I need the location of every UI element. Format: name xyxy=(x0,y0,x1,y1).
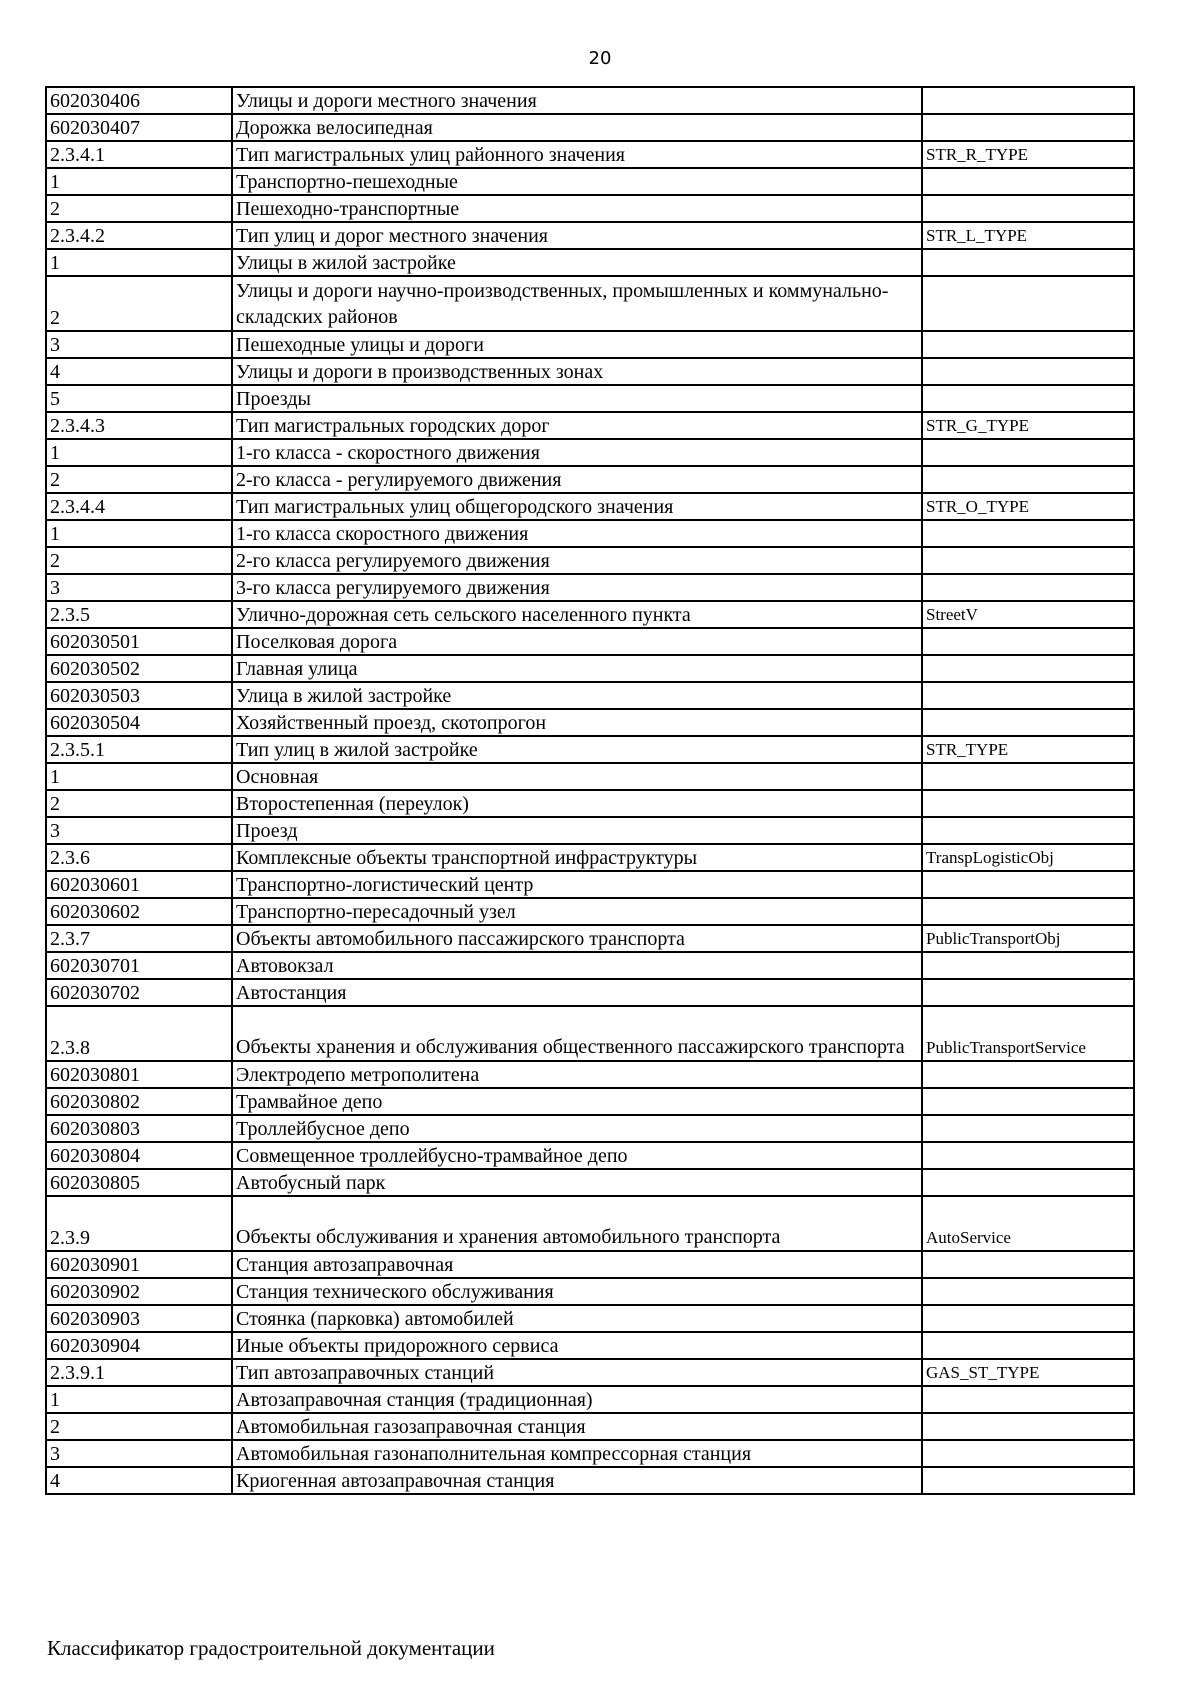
table-row xyxy=(46,1467,1134,1494)
table-row xyxy=(46,493,1134,520)
name-cell: Тип магистральных улиц районного значения xyxy=(232,141,922,168)
code-cell: 602030407 xyxy=(46,114,232,141)
code-cell: 2.3.4.3 xyxy=(46,412,232,439)
table-row xyxy=(46,601,1134,628)
field-cell xyxy=(922,439,1134,466)
field-cell: GAS_ST_TYPE xyxy=(922,1359,1134,1386)
table-row xyxy=(46,1305,1134,1332)
code-cell: 2.3.5.1 xyxy=(46,736,232,763)
name-cell: Проезд xyxy=(232,817,922,844)
table-row xyxy=(46,844,1134,871)
name-cell: Улицы и дороги в производственных зонах xyxy=(232,358,922,385)
field-cell: AutoService xyxy=(922,1196,1134,1251)
code-cell: 2.3.7 xyxy=(46,925,232,952)
field-cell xyxy=(922,520,1134,547)
name-cell: Объекты обслуживания и хранения автомобильного транспорта xyxy=(232,1196,922,1251)
name-cell: Транспортно-пересадочный узел xyxy=(232,898,922,925)
code-cell: 602030601 xyxy=(46,871,232,898)
code-cell: 602030702 xyxy=(46,979,232,1006)
code-cell: 1 xyxy=(46,1386,232,1413)
code-cell: 2 xyxy=(46,547,232,574)
name-cell: 3-го класса регулируемого движения xyxy=(232,574,922,601)
code-cell: 602030901 xyxy=(46,1251,232,1278)
field-cell: StreetV xyxy=(922,601,1134,628)
code-cell: 4 xyxy=(46,358,232,385)
name-cell: Тип автозаправочных станций xyxy=(232,1359,922,1386)
name-cell: 1-го класса - скоростного движения xyxy=(232,439,922,466)
name-cell: Дорожка велосипедная xyxy=(232,114,922,141)
table-row xyxy=(46,195,1134,222)
field-cell xyxy=(922,195,1134,222)
field-cell xyxy=(922,790,1134,817)
name-cell: Улицы в жилой застройке xyxy=(232,249,922,276)
code-cell: 2.3.4.1 xyxy=(46,141,232,168)
name-cell: Автомобильная газонаполнительная компрессорная станция xyxy=(232,1440,922,1467)
field-cell xyxy=(922,168,1134,195)
code-cell: 1 xyxy=(46,439,232,466)
field-cell xyxy=(922,1088,1134,1115)
name-cell: Автомобильная газозаправочная станция xyxy=(232,1413,922,1440)
code-cell: 2.3.9 xyxy=(46,1196,232,1251)
table-row xyxy=(46,114,1134,141)
code-cell: 602030406 xyxy=(46,87,232,114)
field-cell: PublicTransportService xyxy=(922,1006,1134,1061)
table-row xyxy=(46,1359,1134,1386)
code-cell: 602030602 xyxy=(46,898,232,925)
table-row xyxy=(46,412,1134,439)
name-cell: Главная улица xyxy=(232,655,922,682)
field-cell xyxy=(922,1061,1134,1088)
field-cell xyxy=(922,1440,1134,1467)
table-row xyxy=(46,1088,1134,1115)
code-cell: 602030504 xyxy=(46,709,232,736)
field-cell: PublicTransportObj xyxy=(922,925,1134,952)
code-cell: 4 xyxy=(46,1467,232,1494)
code-cell: 602030802 xyxy=(46,1088,232,1115)
field-cell xyxy=(922,358,1134,385)
name-cell: 2-го класса - регулируемого движения xyxy=(232,466,922,493)
name-cell: Криогенная автозаправочная станция xyxy=(232,1467,922,1494)
table-row xyxy=(46,1440,1134,1467)
table-row xyxy=(46,1115,1134,1142)
field-cell xyxy=(922,466,1134,493)
field-cell xyxy=(922,547,1134,574)
field-cell xyxy=(922,114,1134,141)
field-cell xyxy=(922,655,1134,682)
code-cell: 2.3.4.4 xyxy=(46,493,232,520)
name-cell: Поселковая дорога xyxy=(232,628,922,655)
name-cell: Транспортно-пешеходные xyxy=(232,168,922,195)
table-row xyxy=(46,1413,1134,1440)
code-cell: 3 xyxy=(46,817,232,844)
code-cell: 602030803 xyxy=(46,1115,232,1142)
name-cell: Объекты автомобильного пассажирского транспорта xyxy=(232,925,922,952)
page-number: 20 xyxy=(588,48,612,69)
table-row xyxy=(46,1196,1134,1251)
code-cell: 2 xyxy=(46,276,232,331)
table-row xyxy=(46,141,1134,168)
field-cell xyxy=(922,871,1134,898)
table-row xyxy=(46,952,1134,979)
field-cell xyxy=(922,1413,1134,1440)
field-cell xyxy=(922,574,1134,601)
table-row xyxy=(46,574,1134,601)
table-row xyxy=(46,466,1134,493)
table-row xyxy=(46,276,1134,331)
field-cell xyxy=(922,1142,1134,1169)
name-cell: Объекты хранения и обслуживания общественного пассажирского транспорта xyxy=(232,1006,922,1061)
name-cell: Улично-дорожная сеть сельского населенного пункта xyxy=(232,601,922,628)
code-cell: 602030805 xyxy=(46,1169,232,1196)
name-cell: Станция технического обслуживания xyxy=(232,1278,922,1305)
name-cell: Улицы и дороги научно-производственных, промышленных и коммунально-складских районов xyxy=(232,276,922,331)
field-cell xyxy=(922,276,1134,331)
name-cell: Иные объекты придорожного сервиса xyxy=(232,1332,922,1359)
name-cell: Хозяйственный проезд, скотопрогон xyxy=(232,709,922,736)
name-cell: Автобусный парк xyxy=(232,1169,922,1196)
name-cell: Совмещенное троллейбусно-трамвайное депо xyxy=(232,1142,922,1169)
code-cell: 602030701 xyxy=(46,952,232,979)
code-cell: 1 xyxy=(46,763,232,790)
code-cell: 602030501 xyxy=(46,628,232,655)
name-cell: Тип магистральных улиц общегородского значения xyxy=(232,493,922,520)
name-cell: Улица в жилой застройке xyxy=(232,682,922,709)
page-footer: Классификатор градостроительной документации xyxy=(47,1636,495,1660)
table-row xyxy=(46,222,1134,249)
field-cell xyxy=(922,385,1134,412)
name-cell: Тип улиц и дорог местного значения xyxy=(232,222,922,249)
code-cell: 3 xyxy=(46,1440,232,1467)
field-cell: TranspLogisticObj xyxy=(922,844,1134,871)
field-cell: STR_O_TYPE xyxy=(922,493,1134,520)
name-cell: Комплексные объекты транспортной инфраструктуры xyxy=(232,844,922,871)
name-cell: Второстепенная (переулок) xyxy=(232,790,922,817)
table-row xyxy=(46,736,1134,763)
code-cell: 2.3.6 xyxy=(46,844,232,871)
field-cell xyxy=(922,1169,1134,1196)
table-row xyxy=(46,547,1134,574)
field-cell xyxy=(922,249,1134,276)
table-row xyxy=(46,898,1134,925)
field-cell xyxy=(922,898,1134,925)
code-cell: 1 xyxy=(46,520,232,547)
table-row xyxy=(46,1142,1134,1169)
field-cell: STR_L_TYPE xyxy=(922,222,1134,249)
field-cell xyxy=(922,1278,1134,1305)
code-cell: 2.3.4.2 xyxy=(46,222,232,249)
code-cell: 2.3.9.1 xyxy=(46,1359,232,1386)
table-row xyxy=(46,628,1134,655)
field-cell xyxy=(922,1305,1134,1332)
name-cell: Стоянка (парковка) автомобилей xyxy=(232,1305,922,1332)
table-row xyxy=(46,979,1134,1006)
code-cell: 3 xyxy=(46,574,232,601)
code-cell: 1 xyxy=(46,249,232,276)
field-cell xyxy=(922,1467,1134,1494)
name-cell: Тип улиц в жилой застройке xyxy=(232,736,922,763)
code-cell: 602030903 xyxy=(46,1305,232,1332)
code-cell: 3 xyxy=(46,331,232,358)
name-cell: Электродепо метрополитена xyxy=(232,1061,922,1088)
table-row xyxy=(46,655,1134,682)
code-cell: 602030904 xyxy=(46,1332,232,1359)
table-row xyxy=(46,249,1134,276)
name-cell: Пешеходные улицы и дороги xyxy=(232,331,922,358)
name-cell: Улицы и дороги местного значения xyxy=(232,87,922,114)
name-cell: Автозаправочная станция (традиционная) xyxy=(232,1386,922,1413)
name-cell: 1-го класса скоростного движения xyxy=(232,520,922,547)
code-cell: 602030902 xyxy=(46,1278,232,1305)
table-row xyxy=(46,1386,1134,1413)
name-cell: Проезды xyxy=(232,385,922,412)
table-row xyxy=(46,817,1134,844)
code-cell: 1 xyxy=(46,168,232,195)
code-cell: 2 xyxy=(46,1413,232,1440)
classifier-table xyxy=(45,86,1135,1495)
field-cell: STR_G_TYPE xyxy=(922,412,1134,439)
table-row xyxy=(46,682,1134,709)
classifier-table-body xyxy=(46,87,1134,1494)
table-row xyxy=(46,168,1134,195)
code-cell: 2 xyxy=(46,790,232,817)
table-row xyxy=(46,1006,1134,1061)
code-cell: 2 xyxy=(46,195,232,222)
field-cell xyxy=(922,1332,1134,1359)
table-row xyxy=(46,1169,1134,1196)
table-row xyxy=(46,1332,1134,1359)
code-cell: 602030804 xyxy=(46,1142,232,1169)
code-cell: 2.3.5 xyxy=(46,601,232,628)
name-cell: Автостанция xyxy=(232,979,922,1006)
table-row xyxy=(46,1251,1134,1278)
field-cell xyxy=(922,952,1134,979)
field-cell xyxy=(922,979,1134,1006)
code-cell: 2.3.8 xyxy=(46,1006,232,1061)
name-cell: Троллейбусное депо xyxy=(232,1115,922,1142)
table-row xyxy=(46,871,1134,898)
field-cell xyxy=(922,709,1134,736)
field-cell xyxy=(922,763,1134,790)
table-row xyxy=(46,87,1134,114)
field-cell: STR_R_TYPE xyxy=(922,141,1134,168)
table-row xyxy=(46,520,1134,547)
name-cell: Основная xyxy=(232,763,922,790)
name-cell: 2-го класса регулируемого движения xyxy=(232,547,922,574)
table-row xyxy=(46,925,1134,952)
name-cell: Транспортно-логистический центр xyxy=(232,871,922,898)
field-cell xyxy=(922,682,1134,709)
name-cell: Тип магистральных городских дорог xyxy=(232,412,922,439)
code-cell: 2 xyxy=(46,466,232,493)
field-cell xyxy=(922,1386,1134,1413)
name-cell: Станция автозаправочная xyxy=(232,1251,922,1278)
field-cell xyxy=(922,817,1134,844)
name-cell: Автовокзал xyxy=(232,952,922,979)
table-row xyxy=(46,385,1134,412)
table-row xyxy=(46,763,1134,790)
code-cell: 5 xyxy=(46,385,232,412)
name-cell: Трамвайное депо xyxy=(232,1088,922,1115)
table-row xyxy=(46,790,1134,817)
table-row xyxy=(46,439,1134,466)
code-cell: 602030503 xyxy=(46,682,232,709)
table-row xyxy=(46,358,1134,385)
code-cell: 602030801 xyxy=(46,1061,232,1088)
field-cell xyxy=(922,331,1134,358)
field-cell xyxy=(922,1115,1134,1142)
field-cell xyxy=(922,87,1134,114)
field-cell: STR_TYPE xyxy=(922,736,1134,763)
name-cell: Пешеходно-транспортные xyxy=(232,195,922,222)
table-row xyxy=(46,1061,1134,1088)
table-row xyxy=(46,709,1134,736)
field-cell xyxy=(922,1251,1134,1278)
field-cell xyxy=(922,628,1134,655)
table-row xyxy=(46,1278,1134,1305)
table-row xyxy=(46,331,1134,358)
code-cell: 602030502 xyxy=(46,655,232,682)
